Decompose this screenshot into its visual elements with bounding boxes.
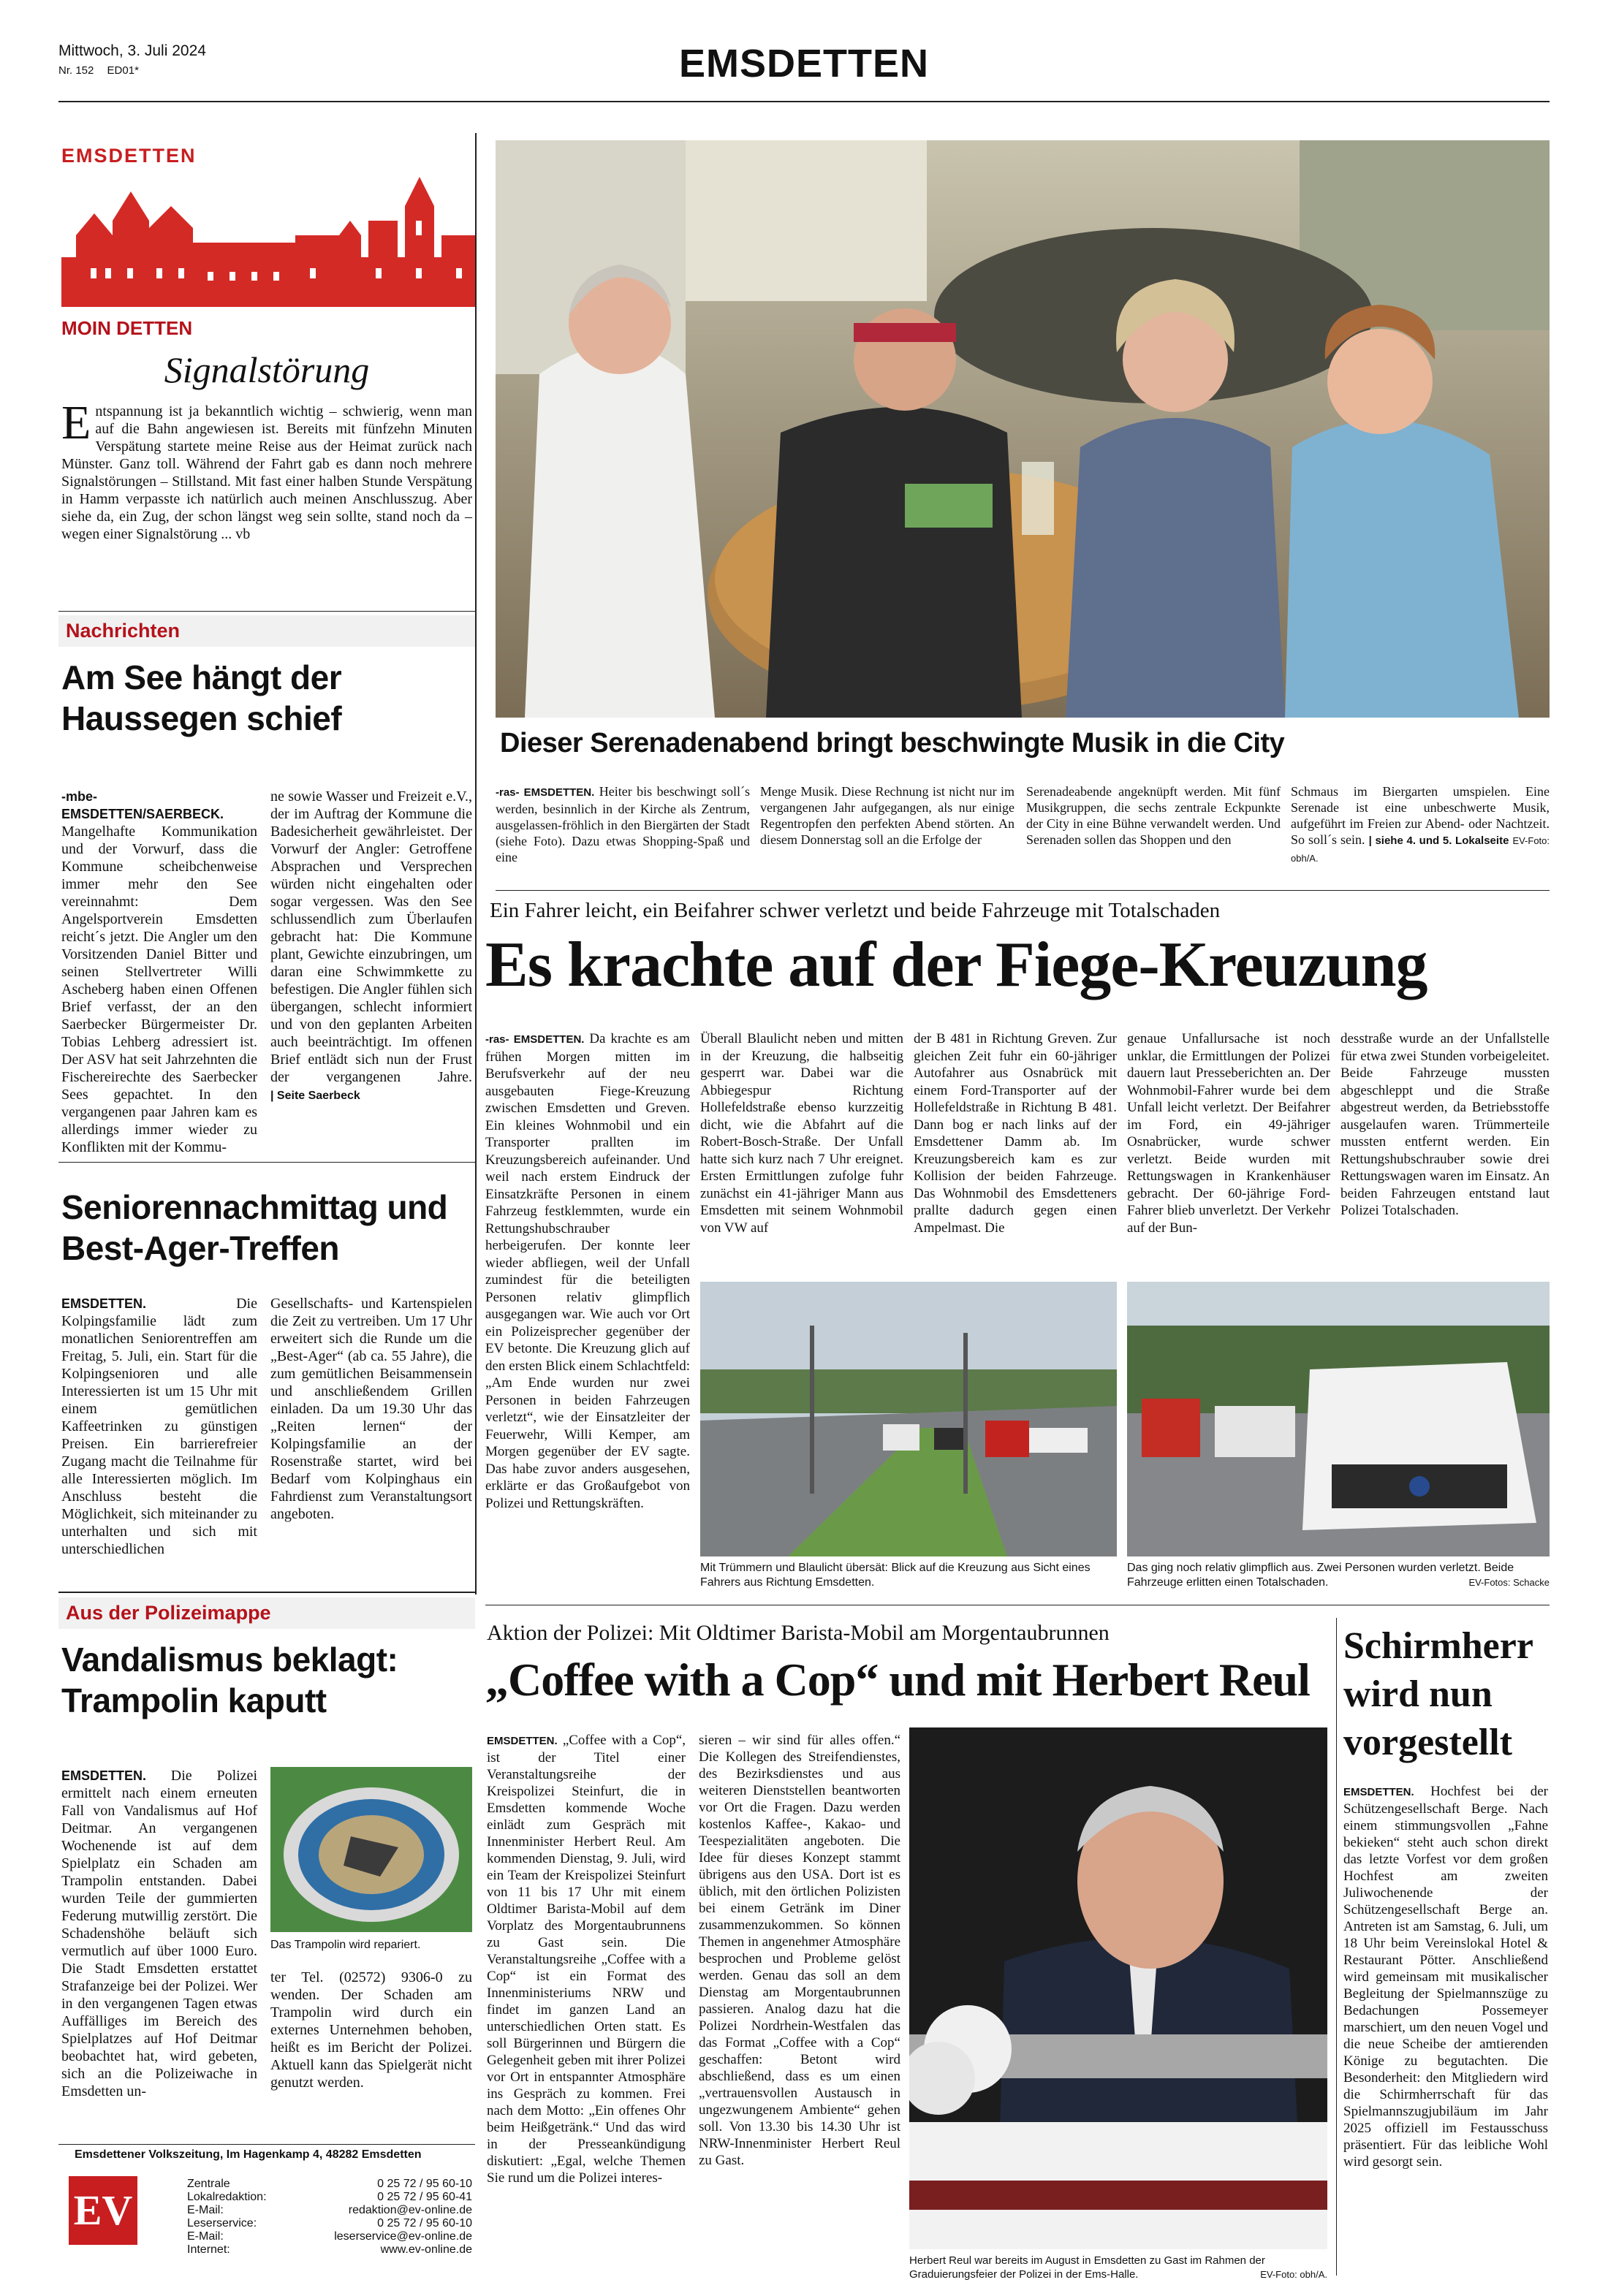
see-ref[interactable]: Seite Saerbeck	[276, 1090, 360, 1102]
coffee-col2-text: sieren – wir sind für alles offen.“ Die Kollegen des Streifendienstes, des Bezirksdienstes und aus weiteren Dienststellen beantworten vor Ort die Fragen. Dazu werden kostenlos Kaffee-, Kakao- und Teespezialitäten angeboten. Die Idee für dieses Konzept stammt übrigens aus den USA. Dort ist es üblich, mit den örtlichen Polizisten bei einem Getränk im Diner zusammenzukommen. So können Themen in angenehmer Atmosphäre besprochen und Probleme gelöst werden. Genau das soll an dem Dienstag am Morgentaubrunnen passieren. Analog dazu hat die Polizei Nordrhein-Westfalen das das Format „Coffee with a Cop“ geschaffen: Betont wird abschließend, dass es um einen „vertrauensvollen Austausch in ungezwungenem Ambiente“ gehen soll. Von 13.30 bis 14.30 Uhr ist NRW-Innenminister Herbert Reul zu Gast.	[699, 1733, 900, 2168]
crash-col2	[700, 1030, 903, 1236]
schirmherr-lead: EMSDETTEN.	[1343, 1786, 1414, 1798]
vandalismus-col2	[270, 1969, 472, 2091]
vandalismus-headline: Vandalismus beklagt: Trampolin kaputt	[61, 1641, 398, 1719]
senioren-lead: EMSDETTEN.	[61, 1296, 147, 1311]
nachrichten-section	[58, 615, 475, 1155]
footer-row	[187, 2243, 472, 2257]
crash-kicker: Ein Fahrer leicht, ein Beifahrer schwer verletzt und beide Fahrzeuge mit Totalschaden	[490, 899, 1221, 922]
issue-date: Mittwoch, 3. Juli 2024	[58, 42, 206, 59]
trampolin-caption: Das Trampolin wird repariert.	[270, 1939, 421, 1951]
see-col2: ne sowie Wasser und Freizeit e.V., der im Auftrag der Kommune die Badesicherheit gewährleistet. Der Vorwurf der Angler: Getroffene Absprachen und Versprechen würden nicht eingehalten oder sogar vergessen. Was den See schlussendlich zum Überlaufen gebracht hat: Die Kommune plant, Gewichte einzubringen, um daran eine Schwimmkette zu befestigen. Die Angler fühlen sich übergangen, schlecht informiert und von den geplanten Arbeiten auch beeinträchtigt. Im offenen Brief entlädt sich nun der Frust der vergangenen Jahre. | Seite Saerbeck	[270, 788, 472, 1102]
senioren-bottom-rule	[58, 1592, 475, 1593]
skyline-icon	[61, 177, 475, 308]
coffee-col2	[699, 1732, 900, 2169]
crash-lead: -ras- EMSDETTEN.	[485, 1033, 585, 1046]
moin-dropcap: E	[61, 396, 91, 449]
footer-row-label: Zentrale	[187, 2178, 230, 2190]
section-title: EMSDETTEN	[678, 42, 930, 85]
coffee-col1	[487, 1732, 686, 2186]
issue-number-text: Nr. 152	[58, 64, 94, 77]
footer-row	[187, 2230, 472, 2243]
serenade-lead: -ras- EMSDETTEN.	[496, 786, 595, 799]
crash-col4-text: genaue Unfallursache ist noch unklar, die Ermittlungen der Polizei dauern laut Presseberichten an. Der Wohnmobil-Fahrer wurde bei dem Unfall leicht verletzt. Der Beifahrer im Ford, ein 49-jähriger Osnabrücker, wurde schwer verletzt. Beide wurden mit Rettungswagen in Krankenhäuser gebracht. Der 60-jährige Ford-Fahrer blieb unverletzt. Der Verkehr auf der Bun-	[1127, 1031, 1330, 1236]
crash-col3-text: der B 481 in Richtung Greven. Zur gleichen Zeit fuhr ein 60-jähriger Autofahrer aus Osnabrück mit einem Ford-Transporter auf der Hollefeldstraße in Richtung B 481. Dann bog er nach links auf der Emsdettener Damm ab. Im Kreuzungsbereich kam es zur Kollision der beiden Fahrzeuge. Das Wohnmobil des Emsdetteners prallte dadurch gegen einen Ampelmast. Die	[914, 1031, 1117, 1236]
serenade-col3-text: Serenadeabende angeknüpft werden. Mit fünf Musikgruppen, die sechs zentrale Eckpunkte der City in eine Bühne verwandelt werden. Und Serenaden sollen das Shoppen und den	[1026, 784, 1281, 847]
footer-top-rule	[58, 2144, 475, 2145]
crash-col1-text: Da krachte es am frühen Morgen mitten im Berufsverkehr auf der neu ausgebauten Fiege-Kreuzung zwischen Emsdetten und Greven. Ein kleines Wohnmobil und ein Transporter prallten im Kreuzungsbereich aufeinander. Und weil nach erstem Eindruck der Einsatzkräfte Personen in einem Fahrzeug festklemmten, wurde ein Rettungshubschrauber herbeigerufen. Der konnte leer wieder abfliegen, weil der Unfall zumindest für die beteiligten Personen relativ glimpflich ausgegangen war. Wie auch vor Ort ein Polizeisprecher gegenüber der EV betonte. Die Kreuzung glich auf den ersten Blick einem Schlachtfeld: „Am Ende wurden nur zwei Personen in beiden Fahrzeugen verletzt“, wie der Einsatzleiter der Feuerwehr, Willi Kemper, am Morgen gegenüber der EV sagte. Das habe zuvor anders ausgesehen, erklärte er das Großaufgebot von Polizei und Rettungskräften.	[485, 1031, 690, 1511]
ev-logo-text: EV	[73, 2186, 133, 2234]
footer-row-value[interactable]: leserservice@ev-online.de	[334, 2230, 472, 2243]
kreuzung-image	[700, 1282, 1117, 1556]
footer-row	[187, 2204, 472, 2217]
footer-row	[187, 2217, 472, 2230]
crash-headline: Es krachte auf der Fiege-Kreuzung	[485, 930, 1427, 1000]
masthead	[58, 42, 1550, 94]
logo-label: EMSDETTEN	[61, 145, 197, 167]
trampolin-image	[270, 1767, 472, 1932]
crash-photo-1	[700, 1282, 1117, 1556]
coffee-lead: EMSDETTEN.	[487, 1735, 558, 1747]
serenade-bottom-rule	[496, 890, 1550, 891]
serenade-photo	[496, 140, 1550, 718]
senioren-col2-text: Gesellschafts- und Kartenspielen die Zeit zu vertreiben. Um 17 Uhr erweitert sich die Runde um die „Best-Ager“ (ab ca. 55 Jahre), die zum gemütlichen Beisammensein und anschließendem Grillen einladen. Da um 19.30 Uhr das „Reiten lernen“ der Kolpingsfamilie an der Rosenstraße startet, wird bei Bedarf vom Kolpinghaus ein Fahrdienst zum Veranstaltungsort angeboten.	[270, 1296, 472, 1522]
edition-code: ED01*	[107, 64, 139, 77]
schirmherr-text	[1343, 1783, 1548, 2170]
crash-col5-text: desstraße wurde an der Unfallstelle für etwa zwei Stunden vorbeigeleitet. Beide Fahrzeuge mussten abgeschleppt und die Straße abgestreut werden, da Betriebsstoffe ausgelaufen waren. Trümmerteile mussten entfernt werden. Ein Rettungshubschrauber sowie drei Rettungswagen waren im Einsatz. An beiden Fahrzeugen entstand laut Polizei Totalschaden.	[1340, 1031, 1550, 1218]
vandalismus-col1	[61, 1767, 257, 2100]
vandalismus-col1-text: Die Polizei ermittelt nach einem erneuten Fall von Vandalismus auf Hof Deitmar. An vergangenen Wochenende ist auf dem Spielplatz ein Schaden am Trampolin entstanden. Dabei wurden Teile der gummierten Federung mutwillig zerstört. Die Schadenshöhe beläuft sich vermutlich auf über 1000 Euro. Die Stadt Emsdetten erstattet Strafanzeige bei der Polizei. Wer in den vergangenen Tagen etwas Auffälliges im Bereich des Spielplatzes auf Hof Deitmar beobachtet hat, wird gebeten, sich an die Polizeiwache in Emsdetten un-	[61, 1768, 257, 2099]
serenade-col1	[496, 783, 750, 865]
left-column-rule	[475, 133, 477, 1594]
emsdetten-logo	[58, 133, 475, 308]
serenade-col1-text: Heiter bis beschwingt soll´s werden, besinnlich in der Kirche als Zentrum, ausgelassen-fröhlich in den Biergärten der Stadt (siehe Foto). Dazu etwas Shopping-Spaß und eine	[496, 784, 750, 864]
masthead-rule	[58, 101, 1550, 102]
reul-photo	[909, 1727, 1327, 2249]
coffee-col1-text: „Coffee with a Cop“, ist der Titel einer Veranstaltungsreihe der Kreispolizei Steinfurt, die in Emsdetten kommende Woche einlädt zum Gespräch mit Innenminister Herbert Reul. Am kommenden Dienstag, 9. Juli, wird ein Team der Kreispolizei Steinfurt von 11 bis 17 Uhr mit einem Oldtimer Barista-Mobil auf dem Vorplatz des Morgentaubrunnens zu Gast sein. Die Veranstaltungsreihe „Coffee with a Cop“ ist ein Format des Innenministeriums NRW und findet im ganzen Land an unterschiedlichen Orten statt. Es soll Bürgerinnen und Bürgern die Gelegenheit geben mit ihrer Polizei vor Ort in entspannter Atmosphäre ins Gespräch zu kommen. Frei nach dem Motto: „Ein offenes Ohr beim Heißgetränk.“ Und das wird in der Presseankündigung diskutiert: „Egal, welche Themen Sie rund um die Polizei interes-	[487, 1733, 686, 2186]
reul-caption	[909, 2254, 1327, 2281]
crash-col3	[914, 1030, 1117, 1236]
crash-credit: EV-Fotos: Schacke	[1468, 1577, 1550, 1588]
biergarten-image	[496, 140, 1550, 718]
moin-bottom-rule	[58, 611, 475, 612]
crash-caption-1: Mit Trümmern und Blaulicht übersät: Blick auf die Kreuzung aus Sicht eines Fahrers aus Richtung Emsdetten.	[700, 1562, 1091, 1589]
crash-col4	[1127, 1030, 1330, 1236]
footer-row-value: 0 25 72 / 95 60-41	[377, 2191, 472, 2203]
nachrichten-bottom-rule	[58, 1162, 475, 1163]
footer-row-label: Internet:	[187, 2243, 230, 2256]
senioren-headline: Seniorennachmittag und Best-Ager-Treffen	[61, 1188, 448, 1267]
vandalismus-col2-text: ter Tel. (02572) 9306-0 zu wenden. Der Schaden am Trampolin wird durch ein externes Unternehmen behoben, heißt es im Bericht der Polizei. Aktuell kann das Spielgerät nicht genutzt werden.	[270, 1969, 472, 2091]
serenade-ref[interactable]: siehe 4. und 5. Lokalseite	[1375, 835, 1509, 847]
reul-credit: EV-Foto: obh/A.	[1260, 2269, 1327, 2280]
moin-title: Signalstörung	[164, 349, 370, 390]
footer-row-value[interactable]: redaktion@ev-online.de	[348, 2204, 472, 2216]
see-col2-text: ne sowie Wasser und Freizeit e.V., der im Auftrag der Kommune die Badesicherheit gewährleistet. Der Vorwurf der Angler: Getroffene Absprachen und Versprechen würden nicht eingehalten oder sogar vergessen. Was den See schlussendlich zum Überlaufen gebracht hat: Die Kommune plant, Gewichte einzubringen, um daran eine Schwimmkette zu befestigen. Die Angler fühlen sich übergangen, schlecht informiert und von den geplanten Arbeiten auch beeinträchtigt. Im offenen Brief entlädt sich nun der Frust der vergangenen Jahre.	[270, 788, 472, 1085]
see-headline: Am See hängt der Haussegen schief	[61, 658, 342, 737]
reul-caption-text: Herbert Reul war bereits im August in Emsdetten zu Gast im Rahmen der Graduierungsfeier der Polizei in der Ems-Halle.	[909, 2254, 1265, 2281]
footer-row-value: 0 25 72 / 95 60-10	[377, 2178, 472, 2190]
serenade-col2	[760, 783, 1015, 848]
reul-image	[909, 1727, 1327, 2249]
moin-detten-column	[58, 317, 475, 543]
crash-col2-text: Überall Blaulicht neben und mitten in der Kreuzung, die halbseitig gesperrt war. Dabei war die Abbiegespur Richtung Hollefeldstraße ebenso kurzzeitig dicht, wie die Abfahrt auf die Robert-Bosch-Straße. Der Unfall hatte sich kurz nach 7 Uhr ereignet. Ersten Ermittlungen zufolge fuhr zunächst ein 41-jähriger Mann aus Emsdetten mit seinem Wohnmobil von VW auf	[700, 1031, 903, 1236]
crash-photo-2	[1127, 1282, 1550, 1556]
vandalismus-lead: EMSDETTEN.	[61, 1768, 147, 1783]
see-lead: -mbe- EMSDETTEN/SAERBECK.	[61, 789, 224, 821]
senioren-col1-text: Die Kolpingsfamilie lädt zum monatlichen Seniorentreffen am Freitag, 5. Juli, ein. Start für die Kolpingsenioren und alle Interessierten ist um 15 Uhr mit einem gemütlichen Kaffeetrinken zu günstigen Preisen. Ein barrierefreier Zugang macht die Teilnahme für alle Interessierten möglich. Im Anschluss besteht die Möglichkeit, sich miteinander zu unterhalten und sich mit unterschiedlichen	[61, 1296, 257, 1557]
moin-text	[58, 396, 475, 543]
transporter-image	[1127, 1282, 1550, 1556]
nachrichten-label: Nachrichten	[58, 615, 475, 647]
moin-label: MOIN DETTEN	[61, 317, 193, 339]
crash-col1	[485, 1030, 690, 1512]
serenade-headline: Dieser Serenadenabend bringt beschwingte Musik in die City	[500, 728, 1285, 759]
crash-caption-2-text: Das ging noch relativ glimpflich aus. Zwei Personen wurden verletzt. Beide Fahrzeuge erlitten einen Totalschaden.	[1127, 1562, 1514, 1589]
senioren-col2	[270, 1295, 472, 1523]
footer-row-label: Lokalredaktion:	[187, 2191, 267, 2203]
schirmherr-rule	[1336, 1618, 1337, 2276]
senioren-section	[58, 1187, 475, 1557]
footer-row-label: E-Mail:	[187, 2204, 224, 2216]
footer-row-label: Leserservice:	[187, 2217, 257, 2230]
schirmherr-headline: Schirmherr wird nun vorgestellt	[1343, 1625, 1533, 1763]
senioren-col1	[61, 1295, 257, 1558]
serenade-col3	[1026, 783, 1281, 848]
crash-caption-2	[1127, 1561, 1550, 1590]
serenade-credit: EV-Foto: obh/A.	[1291, 835, 1550, 864]
moin-body: ntspannung ist ja bekanntlich wichtig – schwierig, wenn man auf die Bahn angewiesen ist. Bereits mit fünfzehn Minuten Verspätung startete meine Reise aus der Heimat zurück nach Münster. Ganz toll. Während der Fahrt gab es dann noch mehrere Signalstörungen – Stillstand. Mit fast einer halben Stunde Verspätung in Hamm verpasste ich natürlich auch meinen Anschlusszug. Aber siehe da, ein Zug, der schon längst weg sein sollte, stand noch da – wegen einer Signalstörung ... vb	[61, 403, 472, 542]
ev-logo	[69, 2176, 137, 2245]
footer-row	[187, 2178, 472, 2191]
crash-col5	[1340, 1030, 1550, 1220]
footer-row	[187, 2191, 472, 2204]
trampolin-photo	[270, 1767, 472, 1932]
serenade-col4: Schmaus im Biergarten umspielen. Eine Serenade ist eine unbeschwerte Musik, aufgeführt im Freien zur Abend- oder Nachtzeit. So soll´s sein. | siehe 4. und 5. Lokalseite EV-Foto: obh/A.	[1291, 784, 1550, 864]
see-col1	[61, 788, 257, 1156]
footer-row-value: 0 25 72 / 95 60-10	[377, 2217, 472, 2230]
coffee-kicker: Aktion der Polizei: Mit Oldtimer Barista-Mobil am Morgentaubrunnen	[487, 1621, 1110, 1645]
footer-rows	[187, 2178, 472, 2257]
footer-row-value[interactable]: www.ev-online.de	[380, 2243, 472, 2256]
serenade-col2-text: Menge Musik. Diese Rechnung ist nicht nur im vergangenen Jahr aufgegangen, als nur einige Regentropfen den perfekten Abend störten. An diesem Donnerstag soll an die Erfolge der	[760, 784, 1015, 847]
see-col1-text: Mangelhafte Kommunikation und der Vorwurf, dass die Kommune scheibchenweise immer mehr den See vereinnahmt: Dem Angelsportverein Emsdetten reicht´s jetzt. Die Angler um den Vorsitzenden Daniel Bitter und seinen Stellvertreter Willi Ascheberg haben einen Offenen Brief verfasst, der an den Saerbecker Bürgermeister Dr. Tobias Lehberg adressiert ist. Der ASV hat seit Jahrzehnten die Fischereirechte des Saerbecker Sees gepachtet. In den vergangenen paar Jahren kam es allerdings immer wieder zu Konflikten mit der Kommu-	[61, 824, 257, 1155]
footer-address: Emsdettener Volkszeitung, Im Hagenkamp 4, 48282 Emsdetten	[75, 2148, 422, 2161]
polizei-label: Aus der Polizeimappe	[58, 1597, 475, 1629]
schirmherr-body: Hochfest bei der Schützengesellschaft Berge. Nach einem stimmungsvollen „Fahne bekieken“ steht auch schon direkt das letzte Vorfest vor dem großen Hochfest am zweiten Juliwochenende der Schützengesellschaft Berge an. Antreten ist am Samstag, 6. Juli, um 18 Uhr beim Vereinslokal Hotel & Restaurant Pötter. Anschließend wird gemeinsam mit musikalischer Begleitung der Spielmannszüge zu Bedachungen Possemeyer marschiert, um den neuen Vogel und die neue Scheibe der amtierenden Könige zu begutachten. Die Besonderheit: den Mitgliedern wird die Schirmherrschaft für das Spielmannszugjubiläum im Jahr 2025 offiziell im Festausschuss präsentiert. Für das leibliche Wohl wird gesorgt sein.	[1343, 1784, 1549, 2170]
contact-footer	[58, 2148, 475, 2258]
serenade-col4-text: Schmaus im Biergarten umspielen. Eine Serenade ist eine unbeschwerte Musik, aufgeführt im Freien zur Abend- oder Nachtzeit. So soll´s sein.	[1291, 784, 1550, 847]
coffee-headline: „Coffee with a Cop“ und mit Herbert Reul	[485, 1654, 1310, 1706]
polizei-section	[58, 1597, 475, 2099]
footer-row-label: E-Mail:	[187, 2230, 224, 2243]
